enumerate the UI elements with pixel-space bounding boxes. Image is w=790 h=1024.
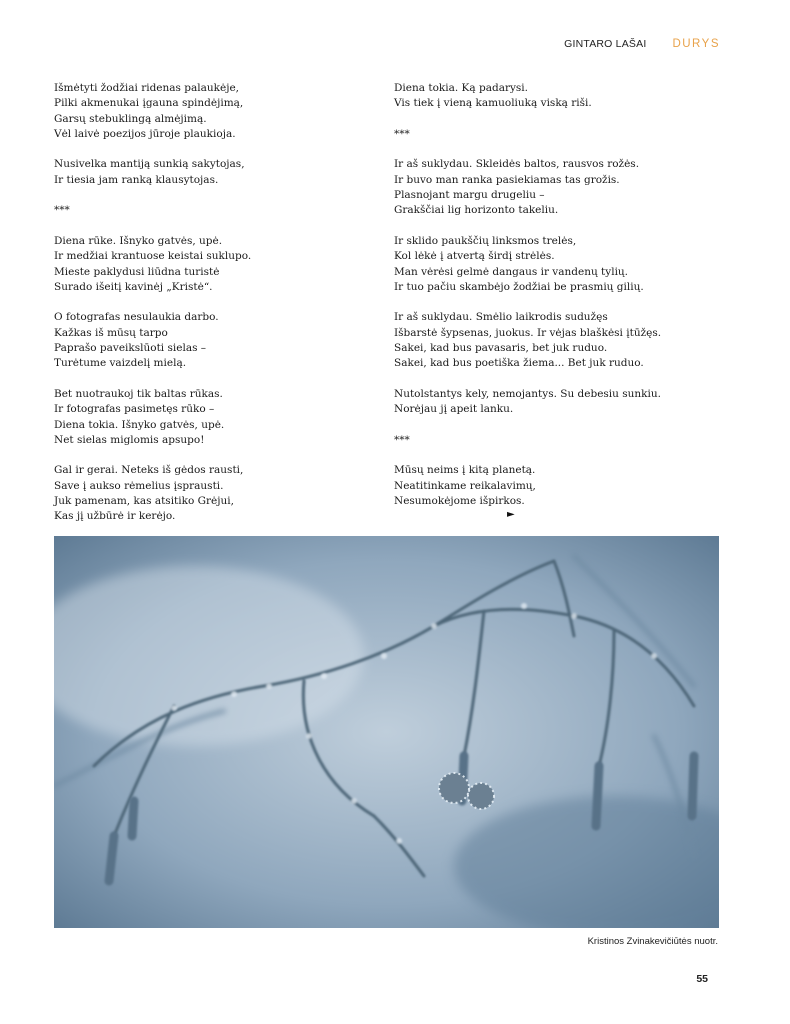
poem-line: Man vėrėsi gelmė dangaus ir vandenų tylių. xyxy=(394,265,629,278)
poem-line: Vėl laivė poezijos jūroje plaukioja. xyxy=(54,127,236,140)
poem-line: Surado išeitį kavinėj „Kristė“. xyxy=(54,280,213,293)
poem-line: Ir medžiai krantuose keistai suklupo. xyxy=(54,250,252,263)
continue-arrow-icon: ► xyxy=(507,509,515,520)
poem-stanza xyxy=(394,310,694,371)
poem-line: Diena tokia. Ką padarysi. xyxy=(394,82,528,94)
poem-stanza xyxy=(54,463,354,524)
poem-stanza xyxy=(394,81,694,112)
photo-caption: Kristinos Zvinakevičiūtės nuotr. xyxy=(587,936,718,947)
photo-frosted-branch xyxy=(54,536,719,928)
poem-line: Ir buvo man ranka pasiekiamas tas grožis. xyxy=(394,173,620,186)
poem-line: Sakei, kad bus poetiška žiema... Bet juk ruduo. xyxy=(394,357,644,370)
poem-stanza xyxy=(394,157,694,218)
poem-line: Turėtume vaizdelį mielą. xyxy=(54,357,187,370)
poem-line: *** xyxy=(54,204,70,217)
poem-stanza xyxy=(394,387,694,418)
poem-line: Bet nuotraukoj tik baltas rūkas. xyxy=(54,387,223,400)
poem-line: Ir fotografas pasimetęs rūko – xyxy=(54,403,215,416)
poem-stanza xyxy=(54,234,354,295)
poem-line: Neatitinkame reikalavimų, xyxy=(394,479,536,492)
poem-line: Garsų stebuklingą almėjimą. xyxy=(54,112,207,125)
poem-line: Vis tiek į vieną kamuoliuką viską riši. xyxy=(394,97,592,110)
poem-line: O fotografas nesulaukia darbo. xyxy=(54,311,219,324)
poem-line: Plasnojant margu drugeliu – xyxy=(394,189,545,202)
poem-stanza xyxy=(54,310,354,371)
poem-stanza xyxy=(54,387,354,448)
poem-line: Net sielas miglomis apsupo! xyxy=(54,433,205,446)
poem-stanza xyxy=(394,433,694,448)
poem-line: Kažkas iš mūsų tarpo xyxy=(54,326,168,339)
poem-stanza xyxy=(54,81,354,142)
poem-line: Diena tokia. Išnyko gatvės, upė. xyxy=(54,418,225,431)
poem-stanza xyxy=(394,463,694,509)
poem-line: Pilki akmenukai įgauna spindėjimą, xyxy=(54,97,244,110)
poem-line: Sakei, kad bus pavasaris, bet juk ruduo. xyxy=(394,342,608,355)
poem-line: *** xyxy=(394,127,410,140)
poem-line: Ir sklido paukščių linksmos trelės, xyxy=(394,234,577,247)
poem-line: Grakščiai lig horizonto takeliu. xyxy=(394,204,559,217)
poem-column-left xyxy=(54,81,354,540)
page-number: 55 xyxy=(696,973,708,985)
poem-line: Nutolstantys kely, nemojantys. Su debesiu sunkiu. xyxy=(394,387,661,400)
running-header xyxy=(564,38,720,50)
poem-line: Juk pamenam, kas atsitiko Grėjui, xyxy=(54,495,234,508)
poem-line: Kol lėkė į atvertą širdį strėlės. xyxy=(394,250,555,263)
poem-line: Išbarstė šypsenas, juokus. Ir vėjas blaškėsi įtūžęs. xyxy=(394,326,662,339)
header-magazine: DURYS xyxy=(672,38,720,50)
poem-line: Mieste paklydusi liūdna turistė xyxy=(54,265,220,278)
poem-column-right xyxy=(394,81,694,525)
poem-line: Kas jį užbūrė ir kerėjo. xyxy=(54,510,176,523)
poem-line: Išmėtyti žodžiai ridenas palaukėje, xyxy=(54,82,240,94)
poem-line: Ir tiesia jam ranką klausytojas. xyxy=(54,173,219,186)
poem-stanza xyxy=(394,234,694,295)
poem-line: Nesumokėjome išpirkos. xyxy=(394,495,525,508)
poem-stanza xyxy=(54,157,354,188)
header-author: GINTARO LAŠAI xyxy=(564,38,647,50)
poem-line: Ir tuo pačiu skambėjo žodžiai be prasmių gilių. xyxy=(394,280,644,293)
poem-stanza xyxy=(54,203,354,218)
poem-stanza xyxy=(394,127,694,142)
poem-line: Gal ir gerai. Neteks iš gėdos rausti, xyxy=(54,464,244,477)
poem-line: Paprašo paveikslūoti sielas – xyxy=(54,342,207,355)
poem-line: Norėjau jį apeit lanku. xyxy=(394,403,514,416)
poem-line: Nusivelka mantiją sunkią sakytojas, xyxy=(54,158,245,171)
poem-line: Diena rūke. Išnyko gatvės, upė. xyxy=(54,234,223,247)
poem-line: Save į aukso rėmelius įsprausti. xyxy=(54,479,224,492)
poem-line: *** xyxy=(394,433,410,446)
poem-line: Ir aš suklydau. Skleidės baltos, rausvos rožės. xyxy=(394,158,640,171)
poem-line: Ir aš suklydau. Smėlio laikrodis sudužęs xyxy=(394,311,608,324)
poem-line: Mūsų neims į kitą planetą. xyxy=(394,464,536,477)
